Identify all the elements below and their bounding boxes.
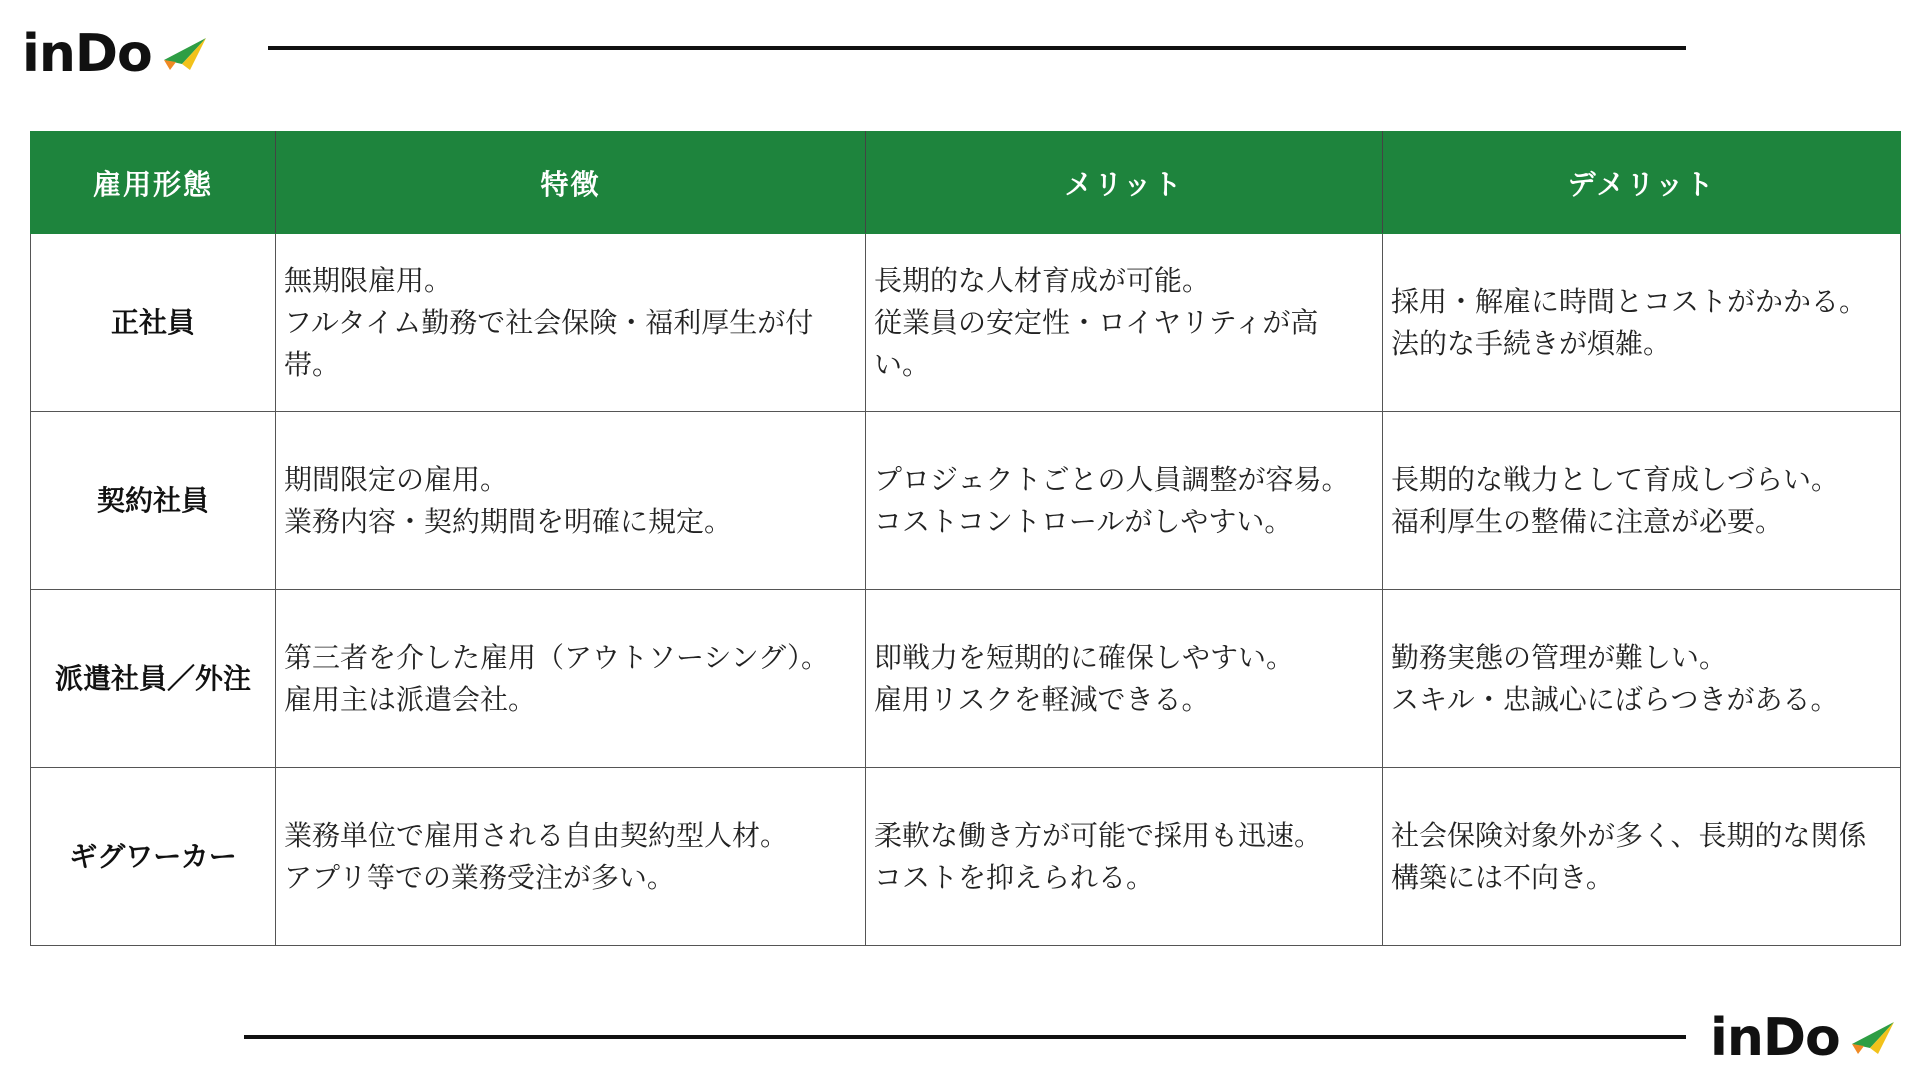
cell-text: 第三者を介した雇用（アウトソーシング）。	[284, 640, 830, 674]
cell-text: プロジェクトごとの人員調整が容易。	[874, 462, 1350, 496]
table-header-row	[31, 132, 1901, 234]
cell-text: 福利厚生の整備に注意が必要。	[1391, 504, 1784, 538]
cell-text: 採用・解雇に時間とコストがかかる。	[1391, 284, 1868, 318]
brand-logo-top	[22, 22, 208, 86]
cell-text: 業務単位で雇用される自由契約型人材。	[284, 818, 789, 852]
cell-text: 雇用主は派遣会社。	[284, 682, 537, 716]
merits-cell	[866, 590, 1383, 768]
cell-text: 従業員の安定性・ロイヤリティが高い。	[874, 305, 1319, 381]
cell-text: スキル・忠誠心にばらつきがある。	[1391, 682, 1839, 716]
employment-comparison-table	[30, 131, 1901, 946]
row-header: 派遣社員／外注	[31, 590, 276, 768]
features-cell	[276, 234, 866, 412]
cell-text: 無期限雇用。	[284, 263, 453, 297]
features-cell	[276, 768, 866, 946]
cell-text: 長期的な人材育成が可能。	[874, 263, 1211, 297]
cell-text: フルタイム勤務で社会保険・福利厚生が付帯。	[284, 305, 814, 381]
row-header: 契約社員	[31, 412, 276, 590]
features-cell	[276, 590, 866, 768]
demerits-cell	[1383, 412, 1901, 590]
logo-wordmark: inDo	[1710, 1008, 1840, 1068]
cell-text: コストを抑えられる。	[874, 860, 1155, 894]
demerits-cell	[1383, 234, 1901, 412]
table-row	[31, 412, 1901, 590]
row-header: ギグワーカー	[31, 768, 276, 946]
table-row	[31, 590, 1901, 768]
cell-text: 即戦力を短期的に確保しやすい。	[874, 640, 1295, 674]
paper-plane-icon	[1848, 1018, 1896, 1058]
cell-text: 雇用リスクを軽減できる。	[874, 682, 1210, 716]
column-header-merits: メリット	[866, 132, 1383, 234]
column-header-demerits: デメリット	[1383, 132, 1901, 234]
cell-text: 柔軟な働き方が可能で採用も迅速。	[874, 818, 1323, 852]
brand-logo-bottom	[1710, 1006, 1896, 1070]
merits-cell	[866, 234, 1383, 412]
cell-text: アプリ等での業務受注が多い。	[284, 860, 675, 894]
demerits-cell	[1383, 768, 1901, 946]
merits-cell	[866, 768, 1383, 946]
cell-text: コストコントロールがしやすい。	[874, 504, 1293, 538]
merits-cell	[866, 412, 1383, 590]
column-header-type: 雇用形態	[31, 132, 276, 234]
table-row	[31, 768, 1901, 946]
features-cell	[276, 412, 866, 590]
logo-wordmark: inDo	[22, 24, 152, 84]
footer-divider	[244, 1035, 1686, 1039]
cell-text: 勤務実態の管理が難しい。	[1391, 640, 1728, 674]
cell-text: 長期的な戦力として育成しづらい。	[1391, 462, 1840, 496]
cell-text: 社会保険対象外が多く、長期的な関係構築には不向き。	[1391, 818, 1867, 894]
paper-plane-icon	[160, 34, 208, 74]
cell-text: 期間限定の雇用。	[284, 462, 509, 496]
row-header: 正社員	[31, 234, 276, 412]
cell-text: 法的な手続きが煩雑。	[1391, 326, 1672, 360]
cell-text: 業務内容・契約期間を明確に規定。	[284, 504, 733, 538]
table-row	[31, 234, 1901, 412]
column-header-features: 特徴	[276, 132, 866, 234]
demerits-cell	[1383, 590, 1901, 768]
header-divider	[268, 46, 1686, 50]
